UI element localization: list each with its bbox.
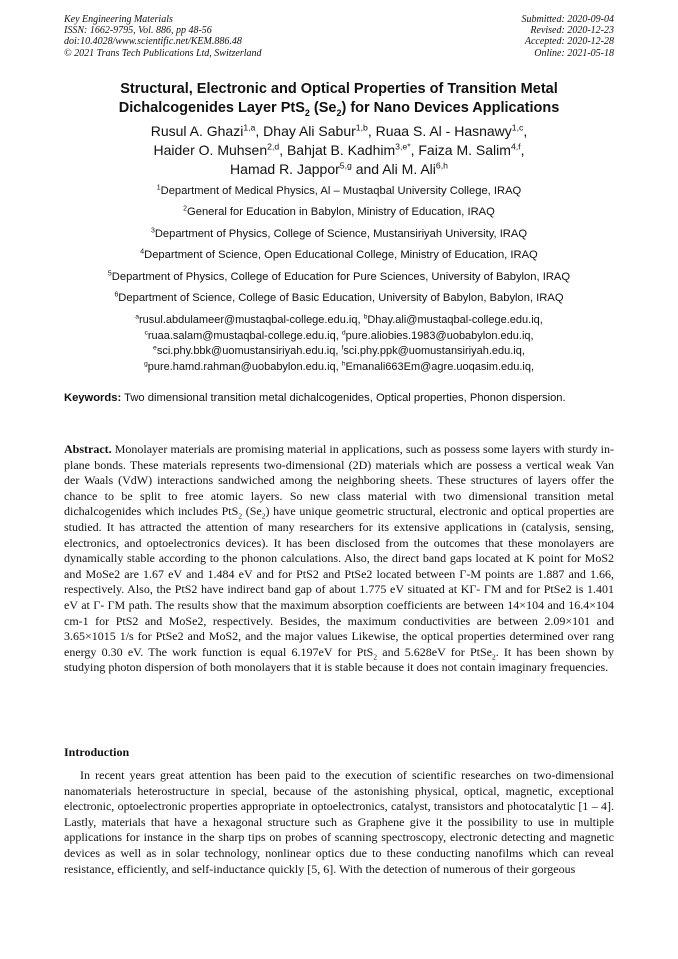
affiliation-number: 2 <box>183 205 188 213</box>
author-separator: , <box>410 142 419 158</box>
email-address: sci.phy.ppk@uomustansiriyah.edu.iq, <box>343 345 525 357</box>
abstract-text: Monolayer materials are promising material in applications, such as possess some layers with sturdy in-plane bonds. These materials represents two-dimensional (2D) materials which are possess a vertical weak Van der Waals (VdW) interactions sandwiched among the neighboring sheets. These structures of layers offer the chance to be split to free atomic layers. So new class material with two dimensional transition metal dichalcogenides which includes PtS <box>64 442 614 519</box>
email-address: pure.hamd.rahman@uobabylon.edu.iq, <box>147 360 342 373</box>
journal-name: Key Engineering Materials <box>64 14 173 25</box>
affiliation-number: 1 <box>156 184 161 192</box>
email-line <box>64 360 614 376</box>
email-mark: b <box>363 313 368 321</box>
author-line-1 <box>64 122 614 141</box>
email-mark: d <box>341 328 346 336</box>
affiliation-number: 6 <box>114 291 119 299</box>
keywords-label: Keywords: <box>64 392 122 404</box>
date-accepted: Accepted: 2020-12-28 <box>524 36 614 48</box>
keywords-text: Two dimensional transition metal dichalcogenides, Optical properties, Phonon dispersion. <box>121 392 566 404</box>
title-subscript: 2 <box>336 107 342 118</box>
author-separator: , <box>523 123 528 139</box>
author-affiliation-mark: 5,g <box>339 160 352 171</box>
abstract-subscript: 2 <box>261 511 266 521</box>
title-subscript: 2 <box>304 107 310 118</box>
title-text: (Se <box>309 100 337 116</box>
author-separator: , <box>255 123 264 139</box>
author-line-3 <box>64 160 614 179</box>
email-line <box>64 313 614 329</box>
email-address: ruaa.salam@mustaqbal-college.edu.iq, <box>147 329 342 342</box>
keywords-section <box>64 391 614 407</box>
affiliation-text: Department of Physics, College of Science, Mustansiriyah University, IRAQ <box>154 227 528 240</box>
author-name: Rusul A. Ghazi <box>150 123 244 139</box>
email-mark: f <box>341 344 344 352</box>
abstract-text: and 5.628eV for PtSe <box>377 644 492 659</box>
title-line-2 <box>64 99 614 118</box>
affiliation-list <box>64 184 614 312</box>
abstract-label: Abstract. <box>64 442 112 456</box>
journal-copyright: © 2021 Trans Tech Publications Ltd, Switzerland <box>64 47 262 59</box>
email-address: rusul.abdulameer@mustaqbal-college.edu.iq, <box>138 314 364 326</box>
author-name: Ali M. Ali <box>382 161 436 177</box>
author-affiliation-mark: 2,d <box>267 141 280 152</box>
abstract-subscript: 2 <box>491 652 496 662</box>
journal-issn: ISSN: 1662-9795, Vol. 886, pp 48-56 <box>64 25 212 37</box>
introduction-text: In recent years great attention has been paid to the execution of scientific researches on two-dimensional nanomaterials heterostructure in special, because of the astonishing physical, optical, magnetic, exceptional electronic, optoelectronic properties appropriate in optoelectronics, catalyst, transistors and photocatalytic [1 – 4]. Lastly, materials that have a hexagonal structure such as Graphene give it the possibility to use in multiple applications for instance in the sharp tips on probes of scanning spectroscopy, electronic detecting and magnetic devices as well as in solar technology, nonlinear optics due to these conducting nanofilms which can reveal resistance, efficiently, and self-inductance quickly [5, 6]. With the detection of numerous of their gorgeous <box>64 768 614 876</box>
email-list <box>64 313 614 375</box>
author-name: Haider O. Muhsen <box>153 142 268 158</box>
email-address: Dhay.ali@mustaqbal-college.edu.iq, <box>367 314 543 326</box>
email-mark: h <box>341 359 346 367</box>
author-name: Hamad R. Jappor <box>230 161 340 177</box>
paper-title <box>64 80 614 118</box>
author-name: Faiza M. Salim <box>418 142 511 158</box>
author-name: Bahjat B. Kadhim <box>286 142 396 158</box>
affiliation-text: Department of Physics, College of Education for Pure Sciences, University of Babylon, IRAQ <box>111 270 571 283</box>
title-text: ) for Nano Devices Applications <box>341 100 560 116</box>
author-separator: and <box>351 161 383 177</box>
affiliation <box>64 227 614 248</box>
author-affiliation-mark: 1,c <box>511 122 524 133</box>
abstract-subscript: 2 <box>373 652 378 662</box>
email-line <box>64 329 614 345</box>
title-text: Dichalcogenides Layer PtS <box>118 100 305 116</box>
affiliation-text: Department of Science, Open Educational College, Ministry of Education, IRAQ <box>144 249 538 262</box>
email-address: sci.phy.bbk@uomustansiriyah.edu.iq, <box>156 345 342 357</box>
email-address: pure.aliobies.1983@uobabylon.edu.iq, <box>345 329 534 342</box>
abstract-section <box>64 442 614 676</box>
author-name: Dhay Ali Sabur <box>263 123 356 139</box>
author-separator: , <box>367 123 376 139</box>
affiliation-text: Department of Science, College of Basic Education, University of Babylon, Babylon, IRAQ <box>118 291 564 304</box>
title-line-1: Structural, Electronic and Optical Properties of Transition Metal <box>120 81 558 97</box>
date-revised: Revised: 2020-12-23 <box>530 25 614 37</box>
abstract-text: (Se <box>242 504 262 519</box>
affiliation-number: 3 <box>150 227 155 235</box>
abstract-subscript: 2 <box>238 511 243 521</box>
affiliation-text: General for Education in Babylon, Ministry of Education, IRAQ <box>187 206 495 219</box>
date-submitted: Submitted: 2020-09-04 <box>521 14 614 25</box>
email-mark: c <box>144 328 148 336</box>
affiliation <box>64 248 614 269</box>
date-online: Online: 2021-05-18 <box>534 47 614 59</box>
author-list <box>64 122 614 179</box>
affiliation <box>64 205 614 226</box>
journal-doi: doi:10.4028/www.scientific.net/KEM.886.48 <box>64 36 242 48</box>
author-affiliation-mark: 1,b <box>355 122 368 133</box>
author-name: Ruaa S. Al - Hasnawy <box>375 123 512 139</box>
dates-info <box>522 14 615 59</box>
email-mark: g <box>143 359 148 367</box>
abstract-text: . It has been shown by studying photon dispersion of both monolayers that it is stable because it does not contain imaginary frequencies. <box>64 644 614 675</box>
email-mark: e <box>153 344 157 352</box>
affiliation <box>64 270 614 291</box>
email-line <box>64 344 614 360</box>
email-address: Emanali663Em@agre.uoqasim.edu.iq, <box>345 360 535 373</box>
author-separator: , <box>520 142 525 158</box>
affiliation <box>64 291 614 312</box>
affiliation-number: 4 <box>140 248 145 256</box>
introduction-heading: Introduction <box>64 745 130 759</box>
author-affiliation-mark: 6,h <box>435 160 448 171</box>
affiliation-number: 5 <box>107 269 112 277</box>
author-line-2 <box>64 141 614 160</box>
journal-info <box>64 14 262 59</box>
author-affiliation-mark: 4,f <box>510 141 521 152</box>
author-affiliation-mark: 3,e* <box>395 141 411 152</box>
abstract-text: ) have unique geometric structural, electronic and optical properties are studied. It has attracted the attention of many researchers for its extensive applications in (catalysis, sensing, electronics, and optoelectronics devices). It has been disclosed from the outcomes that these monolayers are dynamically stable according to the phonon calculations. Also, the direct band gaps located at K point for MoS2 and MoSe2 are 1.67 eV and 1.484 eV and for PtS2 and PtSe2 located between Γ-M points are 1.887 and 1.66, respectively. Also, the PtS2 have indirect band gap of about 1.775 eV situated at KΓ- ΓM and for PtSe2 is 1.401 eV at Γ- ΓM path. The results show that the maximum absorption coefficients are between 14×104 and 16.4×104 cm-1 for PtS2 and MoSe2, respectively. Besides, the maximum conductivities are between 2.09×101 and 3.65×1015 1/s for PtSe2 and MoS2, and the major values Likewise, the optical properties determined over rang energy 0.30 eV. The work function is equal 6.197eV for PtS <box>64 504 614 659</box>
email-mark: a <box>135 313 139 321</box>
author-affiliation-mark: 1,a <box>243 122 256 133</box>
affiliation <box>64 184 614 205</box>
author-separator: , <box>279 142 287 158</box>
affiliation-text: Department of Medical Physics, Al – Mustaqbal University College, IRAQ <box>160 185 522 197</box>
